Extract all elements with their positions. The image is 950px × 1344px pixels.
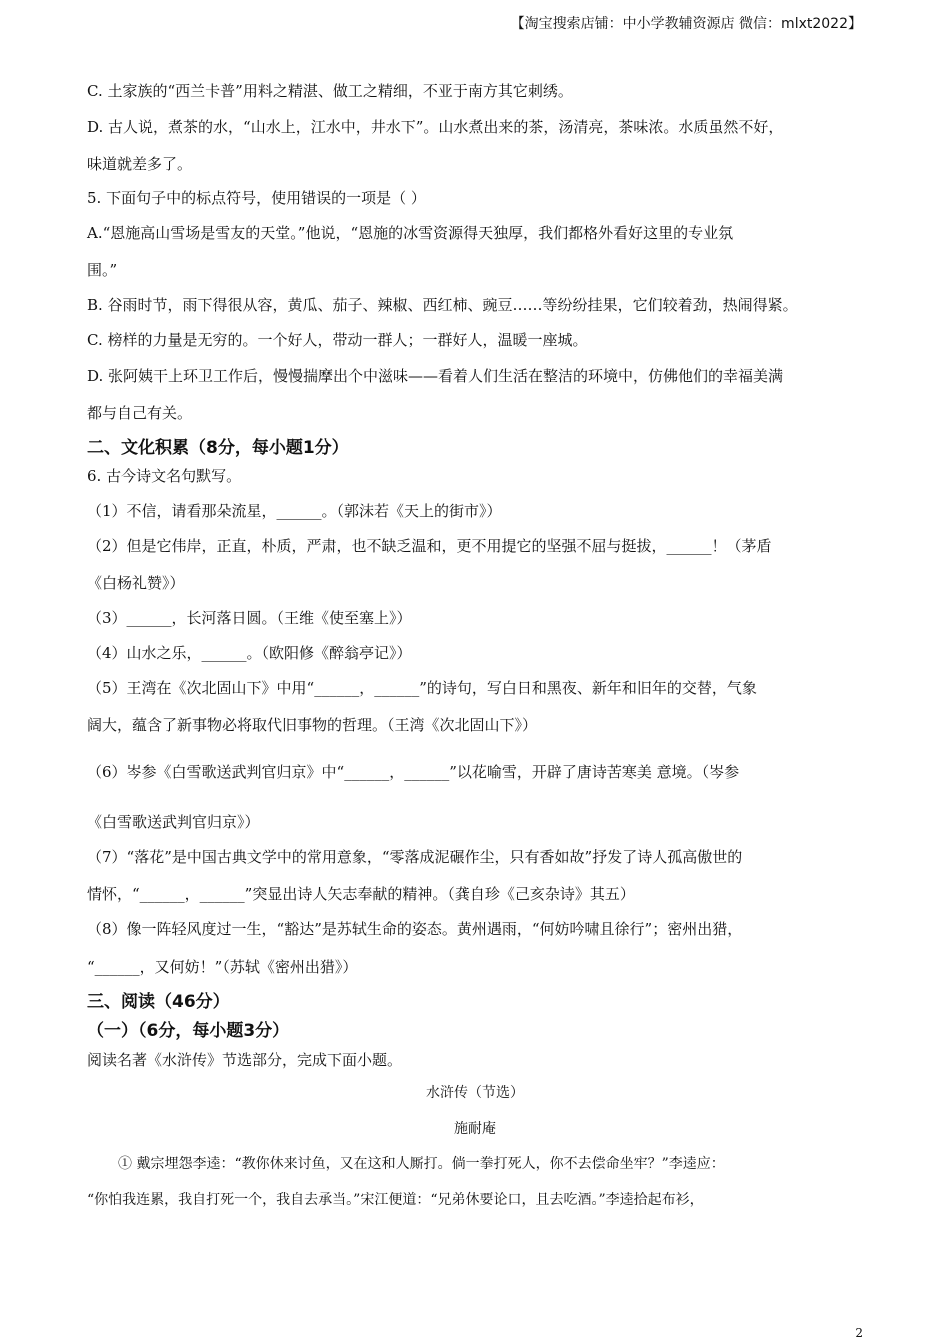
q5-option-d-cont: 都与自己有关。 <box>87 404 193 422</box>
section-3-heading: 三、阅读（46分） <box>87 992 230 1012</box>
page-number: 2 <box>855 1326 863 1340</box>
excerpt-title: 水浒传（节选） <box>426 1085 524 1101</box>
subsection-1-heading: （一）（6分，每小题3分） <box>87 1021 290 1041</box>
poem-item-5-cont: 阔大，蕴含了新事物必将取代旧事物的哲理。（王湾《次北固山下》） <box>87 716 538 734</box>
poem-item-7: （7）“落花”是中国古典文学中的常用意象，“零落成泥碾作尘，只有香如故”抒发了诗人孤高傲世的 <box>87 848 743 866</box>
option-c-line: C. 土家族的“西兰卡普”用料之精湛、做工之精细，不亚于南方其它刺绣。 <box>87 82 573 100</box>
option-d-line-cont: 味道就差多了。 <box>87 155 193 173</box>
poem-item-2-cont: 《白杨礼赞》） <box>87 574 185 592</box>
poem-item-3: （3）______，长河落日圆。（王维《使至塞上》） <box>87 609 412 627</box>
q5-option-d: D. 张阿姨干上环卫工作后，慢慢揣摩出个中滋味——看着人们生活在整洁的环境中，仿佛他们的幸福美满 <box>87 367 784 385</box>
poem-item-6-cont: 《白雪歌送武判官归京》） <box>87 813 260 831</box>
excerpt-paragraph-1-cont: “你怕我连累，我自打死一个，我自去承当。”宋江便道：“兄弟休要论口，且去吃酒。”李逵拾起布衫， <box>87 1192 704 1208</box>
section-2-heading: 二、文化积累（8分，每小题1分） <box>87 438 349 458</box>
poem-item-2: （2）但是它伟岸，正直，朴质，严肃，也不缺乏温和，更不用提它的坚强不屈与挺拔，______！（茅盾 <box>87 537 772 555</box>
q5-option-a: A.“恩施高山雪场是雪友的天堂。”他说，“恩施的冰雪资源得天独厚，我们都格外看好这里的专业氛 <box>87 224 734 242</box>
option-d-line: D. 古人说，煮茶的水，“山水上，江水中，井水下”。山水煮出来的茶，汤清亮，茶味浓。水质虽然不好， <box>87 118 784 136</box>
poem-item-7-cont: 情怀，“______，______”突显出诗人矢志奉献的精神。（龚自珍《己亥杂诗》其五） <box>87 885 635 903</box>
poem-item-4: （4）山水之乐，______。（欧阳修《醉翁亭记》） <box>87 644 412 662</box>
poem-item-1: （1）不信，请看那朵流星，______。（郭沫若《天上的街市》） <box>87 502 502 520</box>
question-5: 5. 下面句子中的标点符号，使用错误的一项是（ ） <box>87 189 426 207</box>
poem-item-6: （6）岑参《白雪歌送武判官归京》中“______，______”以花喻雪，开辟了唐诗苦寒美 意境。（岑参 <box>87 763 740 781</box>
q5-option-b: B. 谷雨时节，雨下得很从容，黄瓜、茄子、辣椒、西红柿、豌豆……等纷纷挂果，它们较着劲，热闹得紧。 <box>87 296 798 314</box>
excerpt-author: 施耐庵 <box>454 1121 496 1137</box>
q5-option-a-cont: 围。” <box>87 261 118 279</box>
reading-intro: 阅读名著《水浒传》节选部分，完成下面小题。 <box>87 1051 403 1069</box>
q5-option-c: C. 榜样的力量是无穷的。一个好人，带动一群人；一群好人，温暖一座城。 <box>87 331 588 349</box>
poem-item-5: （5）王湾在《次北固山下》中用“______，______”的诗句，写白日和黑夜、新年和旧年的交替，气象 <box>87 679 757 697</box>
excerpt-paragraph-1: ① 戴宗埋怨李逵：“教你休来讨鱼，又在这和人厮打。倘一拳打死人，你不去偿命坐牢？”李逵应： <box>118 1156 725 1172</box>
poem-item-8: （8）像一阵轻风度过一生，“豁达”是苏轼生命的姿态。黄州遇雨，“何妨吟啸且徐行”；密州出猎， <box>87 920 743 938</box>
page-header: 【淘宝搜索店铺：中小学教辅资源店 微信：mlxt2022】 <box>510 16 862 32</box>
question-6: 6. 古今诗文名句默写。 <box>87 467 242 485</box>
poem-item-8-cont: “______，又何妨！”（苏轼《密州出猎》） <box>87 958 358 976</box>
